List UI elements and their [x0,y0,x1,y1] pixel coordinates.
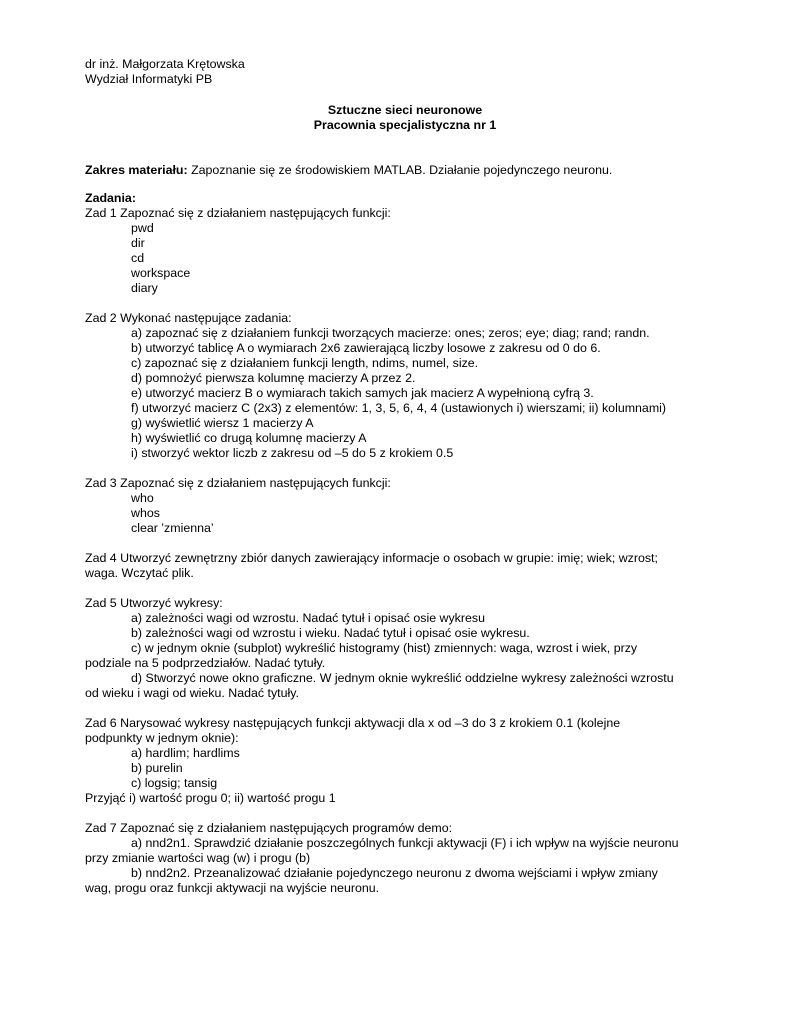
zad5-item-b: b) zależności wagi od wzrostu i wieku. Nadać tytuł i opisać osie wykresu. [131,626,530,640]
zad1-item: pwd [131,221,154,235]
zad3-item: who [131,491,154,505]
zad7-intro: Zad 7 Zapoznać się z działaniem następujących programów demo: [85,821,453,835]
zad6-footer: Przyjąć i) wartość progu 0; ii) wartość progu 1 [85,791,336,805]
scope-text: Zapoznanie się ze środowiskiem MATLAB. Działanie pojedynczego neuronu. [187,163,613,177]
zad6-line-1: Zad 6 Narysować wykresy następujących funkcji aktywacji dla x od –3 do 3 z krokiem 0.1 (kolejne [85,716,621,730]
zad5-item-d: d) Stworzyć nowe okno graficzne. W jednym oknie wykreślić oddzielne wykresy zależności wzrostu [131,671,674,685]
zad2-item: g) wyświetlić wiersz 1 macierzy A [131,416,314,430]
zad1-item: cd [131,251,145,265]
document-page [85,57,725,896]
zad2-item: f) utworzyć macierz C (2x3) z elementów: 1, 3, 5, 6, 4, 4 (ustawionych i) wierszami; ii) kolumnami) [131,401,667,415]
zad2-item: e) utworzyć macierz B o wymiarach takich samych jak macierz A wypełnioną cyfrą 3. [131,386,594,400]
zad7-item-b: b) nnd2n2. Przeanalizować działanie pojedynczego neuronu z dwoma wejściami i wpływ zmiany [131,866,658,880]
zad4-line-1: Zad 4 Utworzyć zewnętrzny zbiór danych zawierający informacje o osobach w grupie: imię; wiek; wzrost; [85,551,658,565]
title-line-2: Pracownia specjalistyczna nr 1 [313,118,497,132]
zad3-intro: Zad 3 Zapoznać się z działaniem następujących funkcji: [85,476,391,490]
scope-line [85,163,725,178]
zad1-intro: Zad 1 Zapoznać się z działaniem następujących funkcji: [85,206,391,220]
zad5-item-d-cont: od wieku i wagi od wieku. Nadać tytuły. [85,686,299,700]
zad4-line-2: waga. Wczytać plik. [85,566,194,580]
zad2-intro: Zad 2 Wykonać następujące zadania: [85,311,292,325]
zad6-item: c) logsig; tansig [131,776,218,790]
author-name: dr inż. Małgorzata Krętowska [85,57,245,71]
zad6-item: b) purelin [131,761,183,775]
zad2-item: h) wyświetlić co drugą kolumnę macierzy A [131,431,367,445]
zad3-item: whos [131,506,160,520]
zad2-item: c) zapoznać się z działaniem funkcji length, ndims, numel, size. [131,356,479,370]
zad6-line-2: podpunkty w jednym oknie): [85,731,239,745]
zad1-item: diary [131,281,158,295]
author-faculty: Wydział Informatyki PB [85,72,213,86]
zad2-item: a) zapoznać się z działaniem funkcji tworzących macierze: ones; zeros; eye; diag; rand; randn. [131,326,650,340]
zad7-item-a: a) nnd2n1. Sprawdzić działanie poszczególnych funkcji aktywacji (F) i ich wpływ na wyjście neuronu [131,836,679,850]
title-line-1: Sztuczne sieci neuronowe [327,103,483,117]
zad5-item-c-cont: podziale na 5 podprzedziałów. Nadać tytuły. [85,656,326,670]
zad5-intro: Zad 5 Utworzyć wykresy: [85,596,223,610]
zad1-item: dir [131,236,145,250]
zad1-item: workspace [131,266,191,280]
zad5-item-c: c) w jednym oknie (subplot) wykreślić histogramy (hist) zmiennych: waga, wzrost i wiek, przy [131,641,638,655]
zad2-item: d) pomnożyć pierwsza kolumnę macierzy A przez 2. [131,371,416,385]
scope-label: Zakres materiału: [85,163,188,177]
zad6-item: a) hardlim; hardlims [131,746,240,760]
zad5-item-a: a) zależności wagi od wzrostu. Nadać tytuł i opisać osie wykresu [131,611,485,625]
zad7-item-b-cont: wag, progu oraz funkcji aktywacji na wyjście neuronu. [85,881,380,895]
zad2-item: b) utworzyć tablicę A o wymiarach 2x6 zawierającą liczby losowe z zakresu od 0 do 6. [131,341,601,355]
zad3-item: clear ’zmienna’ [131,521,214,535]
zad2-item: i) stworzyć wektor liczb z zakresu od –5 do 5 z krokiem 0.5 [131,446,454,460]
zad7-item-a-cont: przy zmianie wartości wag (w) i progu (b) [85,851,311,865]
tasks-heading: Zadania: [85,191,136,205]
